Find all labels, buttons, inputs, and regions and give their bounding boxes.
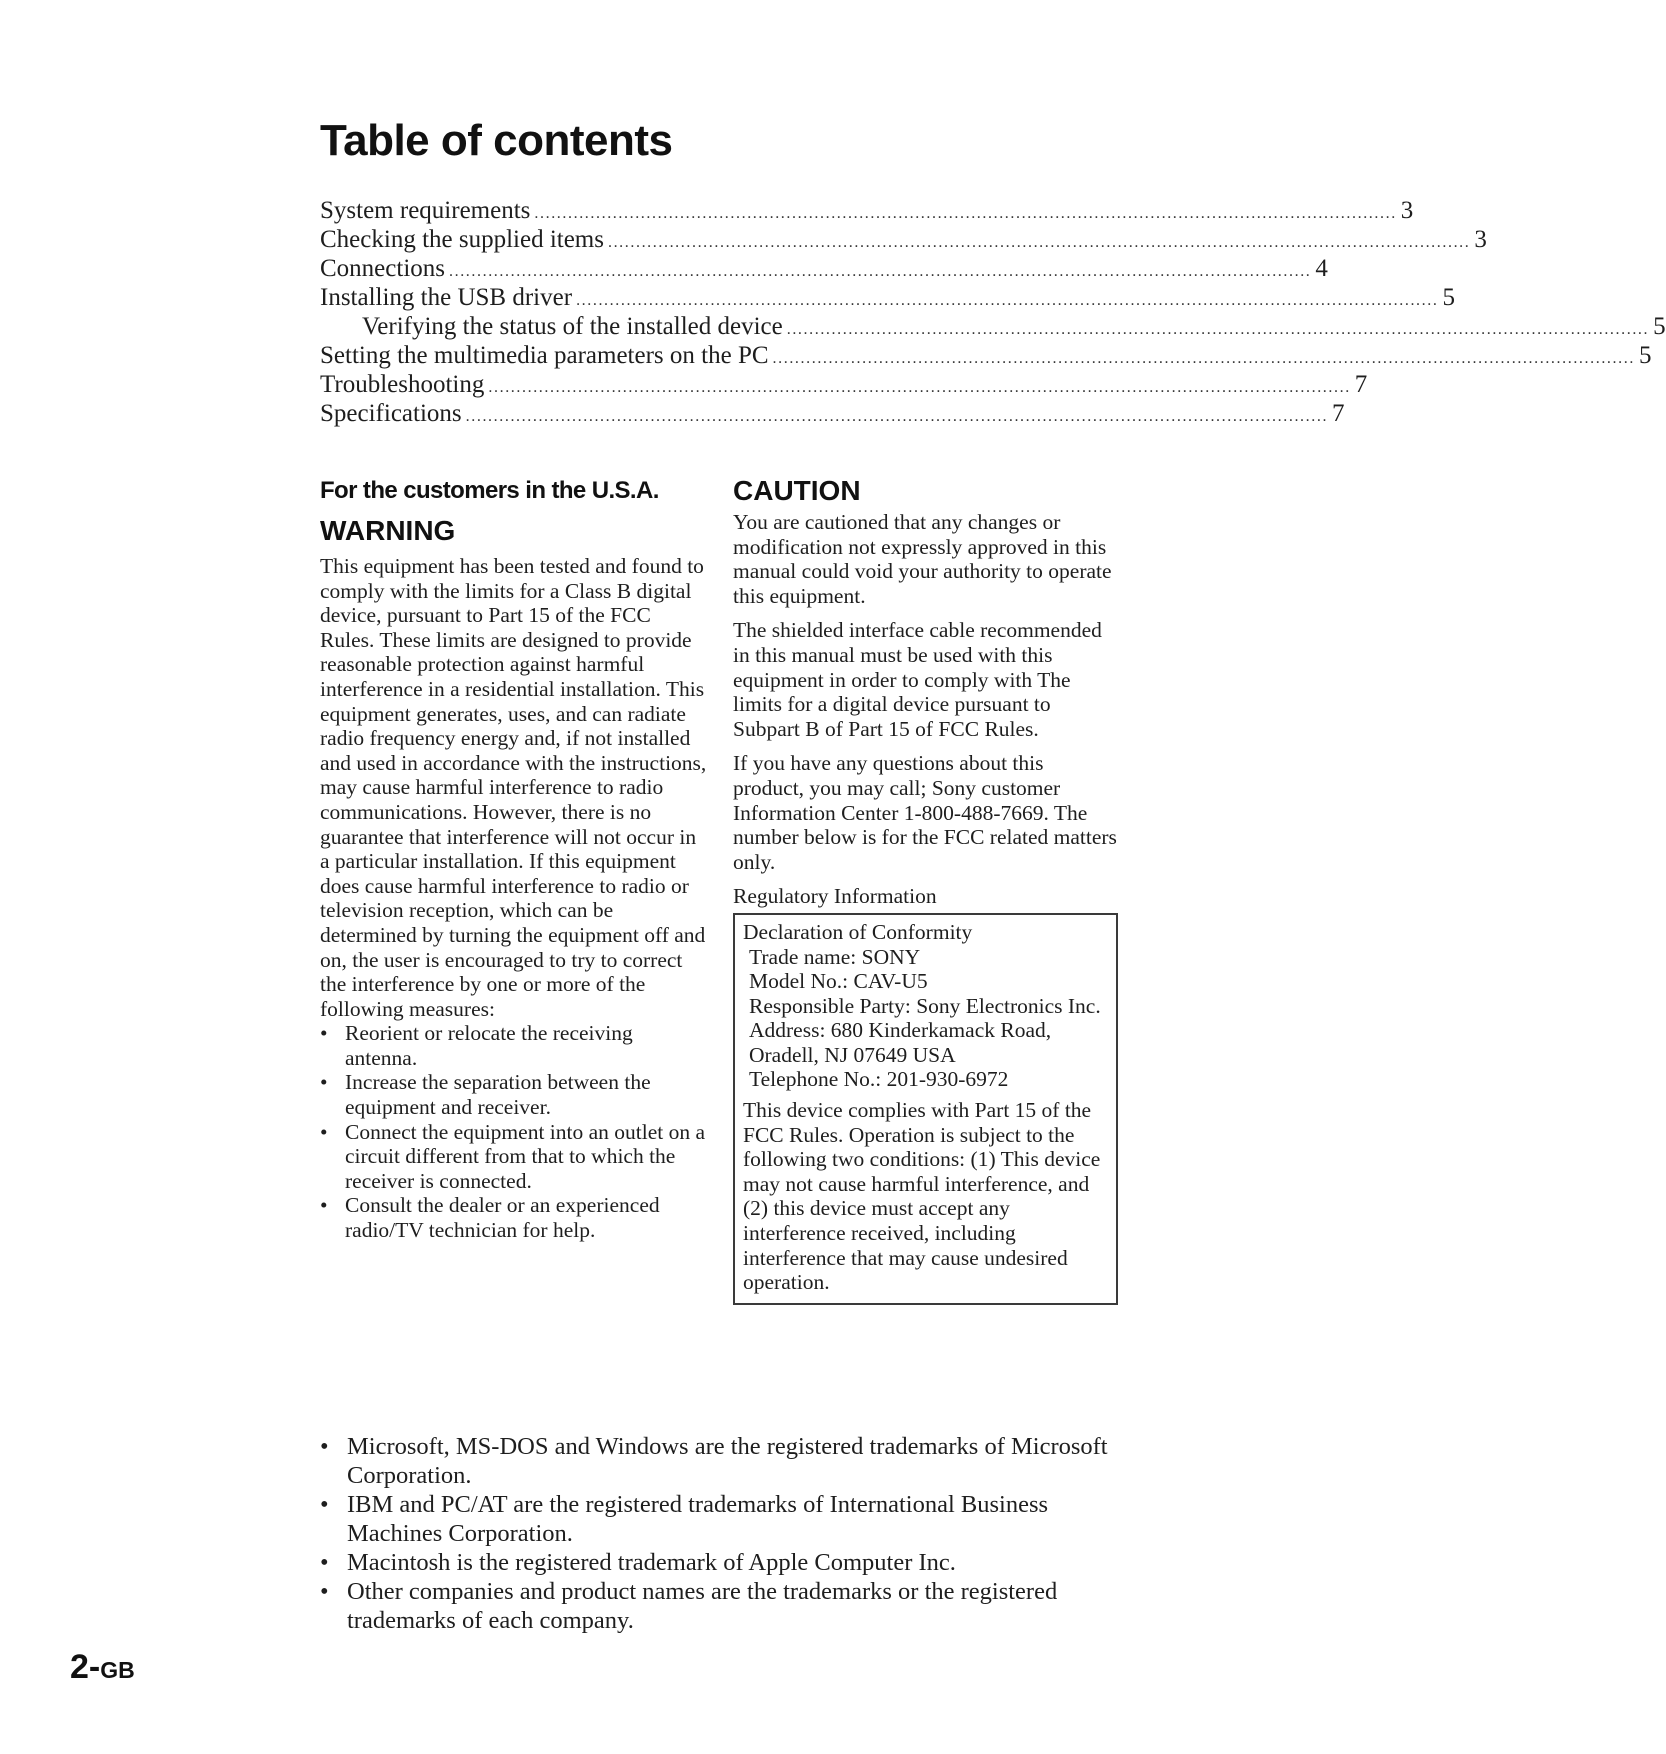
caution-column bbox=[733, 474, 1118, 1305]
trademark-item: • Other companies and product names are the trademarks or the registered trademarks of each company. bbox=[320, 1577, 1120, 1635]
trademarks-list bbox=[320, 1432, 1120, 1635]
toc-leader-dots: .......................................................................................................................................................... bbox=[786, 321, 1650, 338]
toc-entry-label: Checking the supplied items bbox=[320, 226, 604, 253]
toc-entry-specifications[interactable] bbox=[320, 399, 1345, 428]
toc-entry-page: 4 bbox=[1315, 255, 1328, 282]
toc-entry-page: 3 bbox=[1400, 197, 1414, 224]
responsible-party: Responsible Party: Sony Electronics Inc. bbox=[749, 993, 1101, 1018]
toc-leader-dots: .......................................................................................................................................................... bbox=[465, 408, 1329, 425]
toc-entry-page: 5 bbox=[1653, 313, 1666, 340]
toc-entry-label: Specifications bbox=[320, 400, 462, 427]
toc-entry-page: 5 bbox=[1442, 284, 1455, 311]
page-number-value: 2- bbox=[70, 1648, 101, 1686]
toc-leader-dots: .......................................................................................................................................................... bbox=[607, 234, 1471, 251]
toc-entry-label: Installing the USB driver bbox=[320, 284, 573, 311]
declaration-of-conformity-box bbox=[733, 913, 1118, 1305]
trademark-item: • Microsoft, MS-DOS and Windows are the registered trademarks of Microsoft Corporation. bbox=[320, 1432, 1120, 1490]
trademark-item: • Macintosh is the registered trademark of Apple Computer Inc. bbox=[320, 1548, 1120, 1577]
telephone-number: Telephone No.: 201-930-6972 bbox=[749, 1067, 1009, 1092]
caution-heading: CAUTION bbox=[733, 475, 861, 506]
page-number-suffix: GB bbox=[100, 1657, 135, 1683]
table-of-contents bbox=[320, 196, 1666, 428]
caution-paragraph-shielded-cable: The shielded interface cable recommended in this manual must be used with this equipment in order to comply with The limits for a digital device pursuant to Subpart B of Part 15 of FCC Rules. bbox=[733, 618, 1102, 741]
toc-entry-label: Connections bbox=[320, 255, 445, 282]
toc-leader-dots: .......................................................................................................................................................... bbox=[488, 379, 1351, 396]
toc-entry-page: 3 bbox=[1474, 226, 1487, 253]
page-number bbox=[70, 1648, 135, 1687]
toc-entry-label: Setting the multimedia parameters on the PC bbox=[320, 342, 769, 369]
measure-item: • Consult the dealer or an experienced radio/TV technician for help. bbox=[320, 1193, 710, 1242]
fcc-warning-column bbox=[320, 474, 710, 1243]
model-number: Model No.: CAV-U5 bbox=[749, 969, 928, 994]
toc-entry-label: System requirements bbox=[320, 197, 531, 224]
toc-entry-page: 7 bbox=[1354, 371, 1368, 398]
toc-entry-page: 7 bbox=[1332, 400, 1345, 427]
measure-item: • Reorient or relocate the receiving antenna. bbox=[320, 1021, 710, 1070]
toc-entry-system-requirements[interactable] bbox=[320, 196, 1414, 225]
page-title: Table of contents bbox=[320, 116, 673, 165]
trademark-item: • IBM and PC/AT are the registered trademarks of International Business Machines Corporation. bbox=[320, 1490, 1120, 1548]
toc-entry-label: Troubleshooting bbox=[320, 371, 485, 398]
toc-entry-setting-multimedia[interactable] bbox=[320, 341, 1652, 370]
interference-measures-list bbox=[320, 1021, 710, 1242]
toc-entry-verifying-status[interactable] bbox=[320, 312, 1666, 341]
toc-leader-dots: .......................................................................................................................................................... bbox=[576, 292, 1439, 309]
toc-entry-connections[interactable] bbox=[320, 254, 1328, 283]
toc-entry-label: Verifying the status of the installed device bbox=[362, 313, 783, 340]
measure-item: • Connect the equipment into an outlet on a circuit different from that to which the receiver is connected. bbox=[320, 1120, 710, 1194]
warning-paragraph: This equipment has been tested and found to comply with the limits for a Class B digital device, pursuant to Part 15 of the FCC Rules. These limits are designed to provide reasonable protection against harmful interference in a residential installation. This equipment generates, uses, and can radiate radio frequency energy and, if not installed and used in accordance with the instructions, may cause harmful interference to radio communications. However, there is no guarantee that interference will not occur in a particular installation. If this equipment does cause harmful interference to radio or television reception, which can be determined by turning the equipment off and on, the user is encouraged to try to correct the interference by one or more of the following measures: bbox=[320, 554, 707, 1021]
toc-leader-dots: .......................................................................................................................................................... bbox=[772, 350, 1635, 367]
trade-name: Trade name: SONY bbox=[749, 944, 921, 969]
measure-item: • Increase the separation between the equipment and receiver. bbox=[320, 1070, 710, 1119]
caution-paragraph-contact: If you have any questions about this product, you may call; Sony customer Information Center 1-800-488-7669. The number below is for the FCC related matters only. bbox=[733, 751, 1117, 874]
caution-paragraph-modifications: You are cautioned that any changes or modification not expressly approved in this manual could void your authority to operate this equipment. bbox=[733, 510, 1112, 608]
address: Address: 680 Kinderkamack Road, Oradell, NJ 07649 USA bbox=[749, 1018, 1052, 1067]
toc-leader-dots: .......................................................................................................................................................... bbox=[449, 263, 1312, 280]
customers-heading: For the customers in the U.S.A. bbox=[320, 477, 659, 504]
declaration-title: Declaration of Conformity bbox=[743, 919, 973, 944]
toc-leader-dots: .......................................................................................................................................................... bbox=[534, 205, 1397, 222]
fcc-compliance-statement: This device complies with Part 15 of the FCC Rules. Operation is subject to the following two conditions: (1) This device may not cause harmful interference, and (2) this device must accept any interference received, including interference that may cause undesired operation. bbox=[743, 1098, 1101, 1295]
warning-heading: WARNING bbox=[320, 515, 456, 546]
toc-entry-page: 5 bbox=[1638, 342, 1652, 369]
toc-entry-installing-usb-driver[interactable] bbox=[320, 283, 1455, 312]
toc-entry-troubleshooting[interactable] bbox=[320, 370, 1368, 399]
regulatory-info-label: Regulatory Information bbox=[733, 884, 937, 909]
toc-entry-checking-supplied-items[interactable] bbox=[320, 225, 1487, 254]
